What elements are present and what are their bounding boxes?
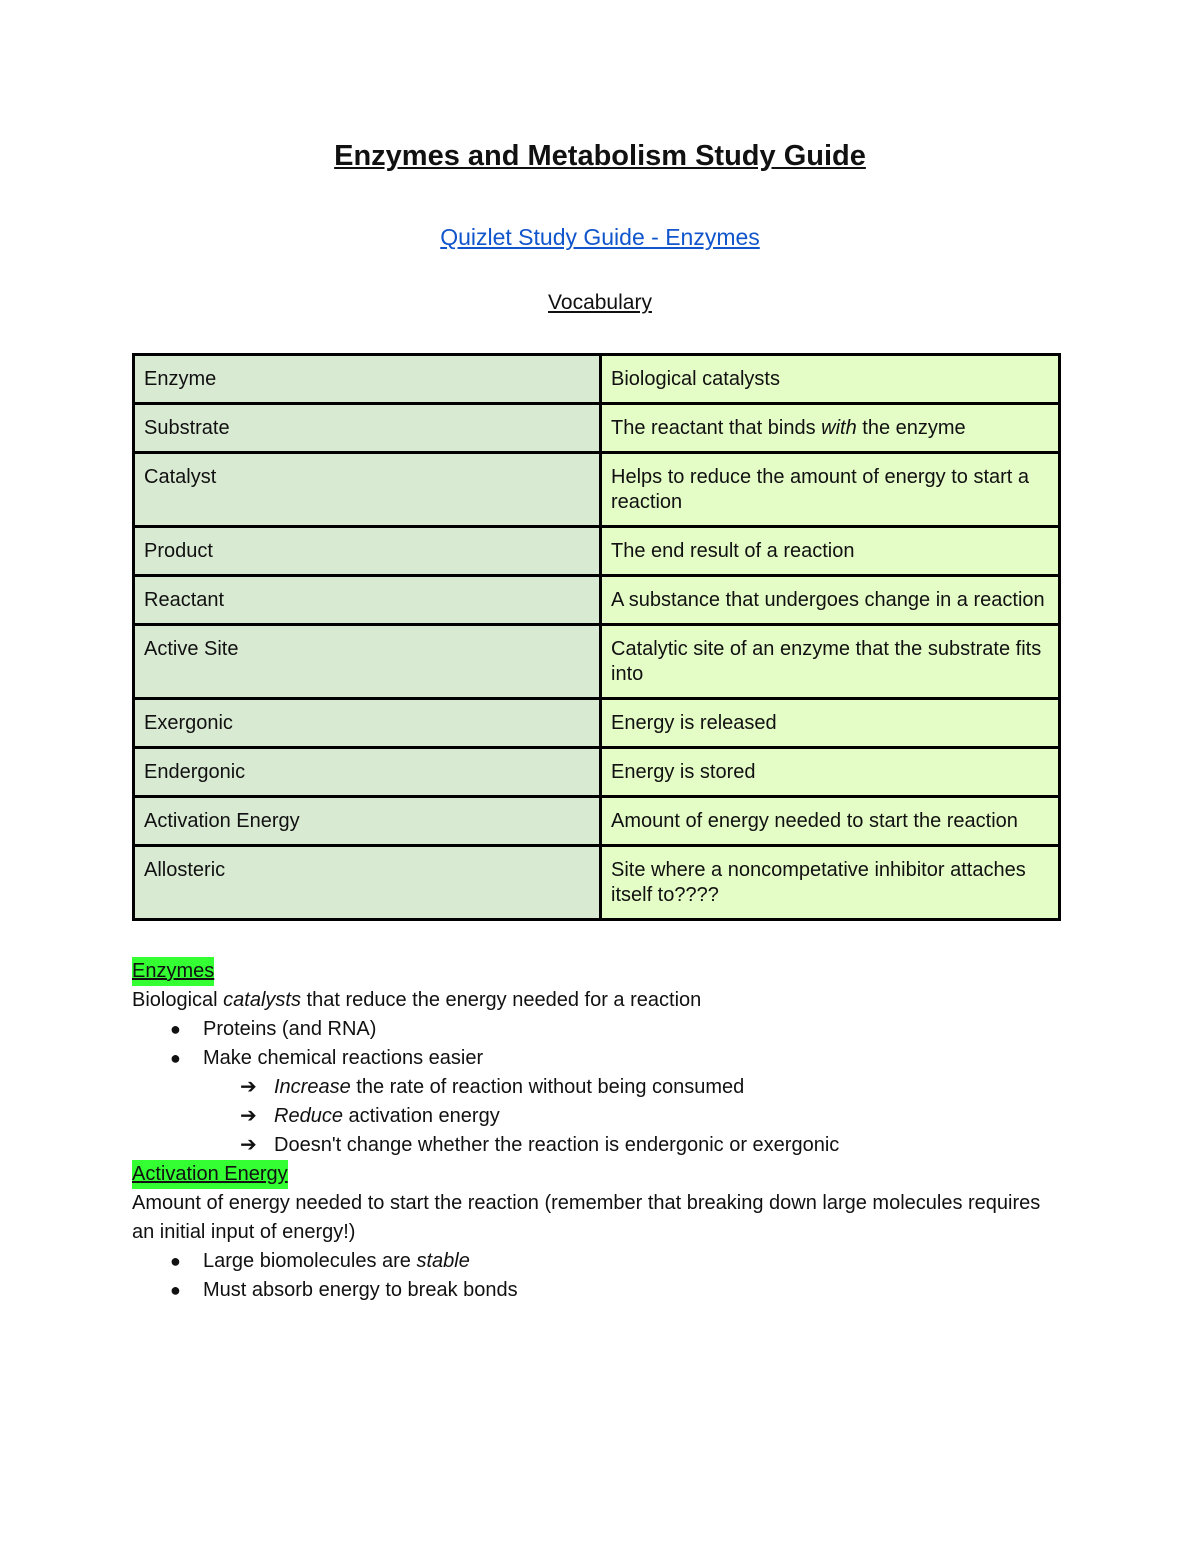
bullet-icon: ● — [170, 1280, 181, 1300]
sub-item-emphasis: Increase — [274, 1076, 351, 1098]
sub-list-item — [132, 1073, 1062, 1102]
sub-list-item — [132, 1131, 1062, 1160]
list-item-text: Must absorb energy to break bonds — [203, 1279, 518, 1301]
definition-cell: Catalytic site of an enzyme that the substrate fits into — [601, 625, 1060, 699]
notes-section — [132, 957, 1062, 1305]
definition-cell: A substance that undergoes change in a reaction — [601, 576, 1060, 625]
definition-cell: Energy is released — [601, 699, 1060, 748]
term-cell: Endergonic — [134, 748, 601, 797]
vocabulary-heading: Vocabulary — [548, 291, 652, 314]
list-item-text: Make chemical reactions easier — [203, 1047, 484, 1069]
definition-text: The reactant that binds — [611, 417, 822, 439]
page-title: Enzymes and Metabolism Study Guide — [334, 140, 866, 172]
term-cell: Catalyst — [134, 453, 601, 527]
arrow-icon: ➔ — [240, 1134, 257, 1156]
activation-intro: Amount of energy needed to start the reaction (remember that breaking down large molecules requires an initial input of energy!) — [132, 1192, 1041, 1243]
list-item — [132, 1044, 1062, 1160]
arrow-icon: ➔ — [240, 1105, 257, 1127]
enzymes-intro — [132, 986, 1062, 1015]
term-cell: Product — [134, 527, 601, 576]
table-row — [134, 355, 1060, 404]
list-item — [132, 1276, 1062, 1305]
bullet-icon: ● — [170, 1048, 181, 1068]
table-row — [134, 699, 1060, 748]
term-cell: Activation Energy — [134, 797, 601, 846]
enzymes-sub-list — [132, 1073, 1062, 1160]
table-row — [134, 625, 1060, 699]
definition-cell: Biological catalysts — [601, 355, 1060, 404]
list-item — [132, 1247, 1062, 1276]
list-item — [132, 1015, 1062, 1044]
section-heading-enzymes: Enzymes — [132, 957, 214, 986]
intro-text: Biological — [132, 989, 224, 1011]
quizlet-link[interactable]: Quizlet Study Guide - Enzymes — [440, 224, 760, 250]
definition-cell: Site where a noncompetative inhibitor attaches itself to???? — [601, 846, 1060, 920]
list-item-emphasis: stable — [416, 1250, 470, 1272]
definition-text: the enzyme — [856, 417, 966, 439]
sub-item-text: Doesn't change whether the reaction is endergonic or exergonic — [274, 1134, 840, 1156]
table-row — [134, 453, 1060, 527]
sub-item-emphasis: Reduce — [274, 1105, 343, 1127]
table-row — [134, 576, 1060, 625]
activation-section — [132, 1160, 1062, 1305]
vocabulary-table — [132, 353, 1061, 921]
term-cell: Exergonic — [134, 699, 601, 748]
term-cell: Substrate — [134, 404, 601, 453]
bullet-icon: ● — [170, 1251, 181, 1271]
sub-item-text: activation energy — [342, 1105, 500, 1127]
sub-list-item — [132, 1102, 1062, 1131]
definition-cell: Energy is stored — [601, 748, 1060, 797]
table-row — [134, 846, 1060, 920]
bullet-icon: ● — [170, 1019, 181, 1039]
enzymes-bullet-list — [132, 1015, 1062, 1160]
table-row — [134, 748, 1060, 797]
definition-cell: The end result of a reaction — [601, 527, 1060, 576]
intro-text: that reduce the energy needed for a reaction — [300, 989, 702, 1011]
term-cell: Active Site — [134, 625, 601, 699]
definition-cell: Helps to reduce the amount of energy to start a reaction — [601, 453, 1060, 527]
term-cell: Enzyme — [134, 355, 601, 404]
enzymes-section — [132, 957, 1062, 1160]
arrow-icon: ➔ — [240, 1076, 257, 1098]
term-cell: Allosteric — [134, 846, 601, 920]
table-row — [134, 527, 1060, 576]
intro-emphasis: catalysts — [223, 989, 301, 1011]
list-item-text: Proteins (and RNA) — [203, 1018, 377, 1040]
sub-item-text: the rate of reaction without being consumed — [350, 1076, 745, 1098]
section-heading-activation: Activation Energy — [132, 1160, 288, 1189]
table-row — [134, 797, 1060, 846]
list-item-text: Large biomolecules are — [203, 1250, 417, 1272]
definition-cell — [601, 404, 1060, 453]
activation-bullet-list — [132, 1247, 1062, 1305]
definition-emphasis: with — [821, 417, 857, 439]
definition-cell: Amount of energy needed to start the reaction — [601, 797, 1060, 846]
term-cell: Reactant — [134, 576, 601, 625]
table-row — [134, 404, 1060, 453]
